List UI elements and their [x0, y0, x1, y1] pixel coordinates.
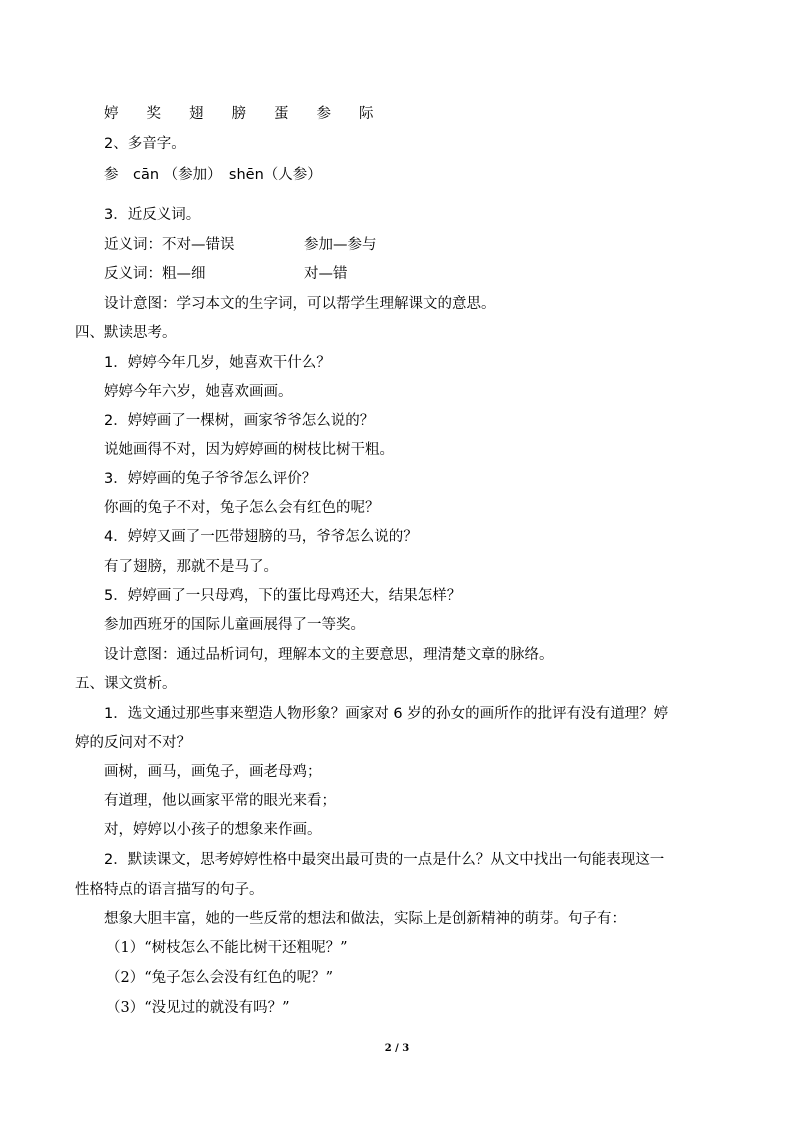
design-intent-reading: 设计意图：通过品析词句，理解本文的主要意思，理清楚文章的脉络。: [104, 647, 554, 663]
vocab-char: 婷: [104, 106, 119, 122]
question-5: 5．婷婷画了一只母鸡，下的蛋比母鸡还大，结果怎样？: [104, 588, 462, 604]
synonyms-extra: 参加—参与: [304, 237, 377, 253]
analysis-question-1-line2: 婷的反问对不对？: [75, 735, 191, 751]
design-intent-vocab: 设计意图：学习本文的生字词，可以帮学生理解课文的意思。: [104, 296, 496, 312]
vocab-char: 蛋: [274, 106, 289, 122]
polyphone-heading: 2、多音字。: [104, 136, 186, 152]
answer-5: 参加西班牙的国际儿童画展得了一等奖。: [104, 617, 365, 633]
question-4: 4．婷婷又画了一匹带翅膀的马，爷爷怎么说的？: [104, 529, 418, 545]
antonyms-row: [104, 264, 704, 284]
antonyms-label: 反义词：粗—细: [104, 266, 206, 282]
vocab-char: 膀: [231, 106, 246, 122]
vocab-char: 参: [316, 106, 331, 122]
vocab-char: 奖: [146, 106, 161, 122]
polyphone-pinyin-line: 参 cān （参加） shēn（人参）: [104, 167, 322, 183]
answer-1: 婷婷今年六岁，她喜欢画画。: [104, 384, 293, 400]
vocab-char: 翅: [189, 106, 204, 122]
vocab-characters-row: [104, 104, 402, 124]
analysis-question-2-line1: 2．默读课文，思考婷婷性格中最突出最可贵的一点是什么？从文中找出一句能表现这一: [104, 852, 665, 868]
analysis-answer-1a: 画树，画马，画兔子，画老母鸡；: [104, 764, 322, 780]
section-four-title: 四、默读思考。: [75, 325, 177, 341]
question-1: 1．婷婷今年几岁，她喜欢干什么？: [104, 355, 331, 371]
antonyms-extra: 对—错: [304, 266, 348, 282]
section-five-title: 五、课文赏析。: [75, 676, 177, 692]
analysis-answer-2: 想象大胆丰富，她的一些反常的想法和做法，实际上是创新精神的萌芽。句子有：: [104, 911, 626, 927]
quote-1: （1）“树枝怎么不能比树干还粗呢？”: [106, 940, 348, 956]
vocab-char: 际: [359, 106, 374, 122]
synonyms-label: 近义词：不对—错误: [104, 237, 235, 253]
question-2: 2．婷婷画了一棵树，画家爷爷怎么说的？: [104, 413, 375, 429]
quote-3: （3）“没见过的就没有吗？”: [106, 1000, 290, 1016]
synonyms-row: [104, 235, 704, 255]
question-3: 3．婷婷画的兔子爷爷怎么评价？: [104, 471, 317, 487]
analysis-question-1-line1: 1．选文通过那些事来塑造人物形象？画家对 6 岁的孙女的画所作的批评有没有道理？婷: [104, 706, 669, 722]
quote-2: （2）“兔子怎么会没有红色的呢？”: [106, 970, 334, 986]
analysis-answer-1c: 对，婷婷以小孩子的想象来作画。: [104, 822, 322, 838]
answer-2: 说她画得不对，因为婷婷画的树枝比树干粗。: [104, 442, 394, 458]
analysis-question-2-line2: 性格特点的语言描写的句子。: [75, 882, 264, 898]
answer-3: 你画的兔子不对，兔子怎么会有红色的呢？: [104, 500, 380, 516]
answer-4: 有了翅膀，那就不是马了。: [104, 559, 278, 575]
synonyms-heading: 3．近反义词。: [104, 207, 201, 223]
analysis-answer-1b: 有道理，他以画家平常的眼光来看；: [104, 793, 336, 809]
page-number: 2 / 3: [384, 1043, 410, 1054]
